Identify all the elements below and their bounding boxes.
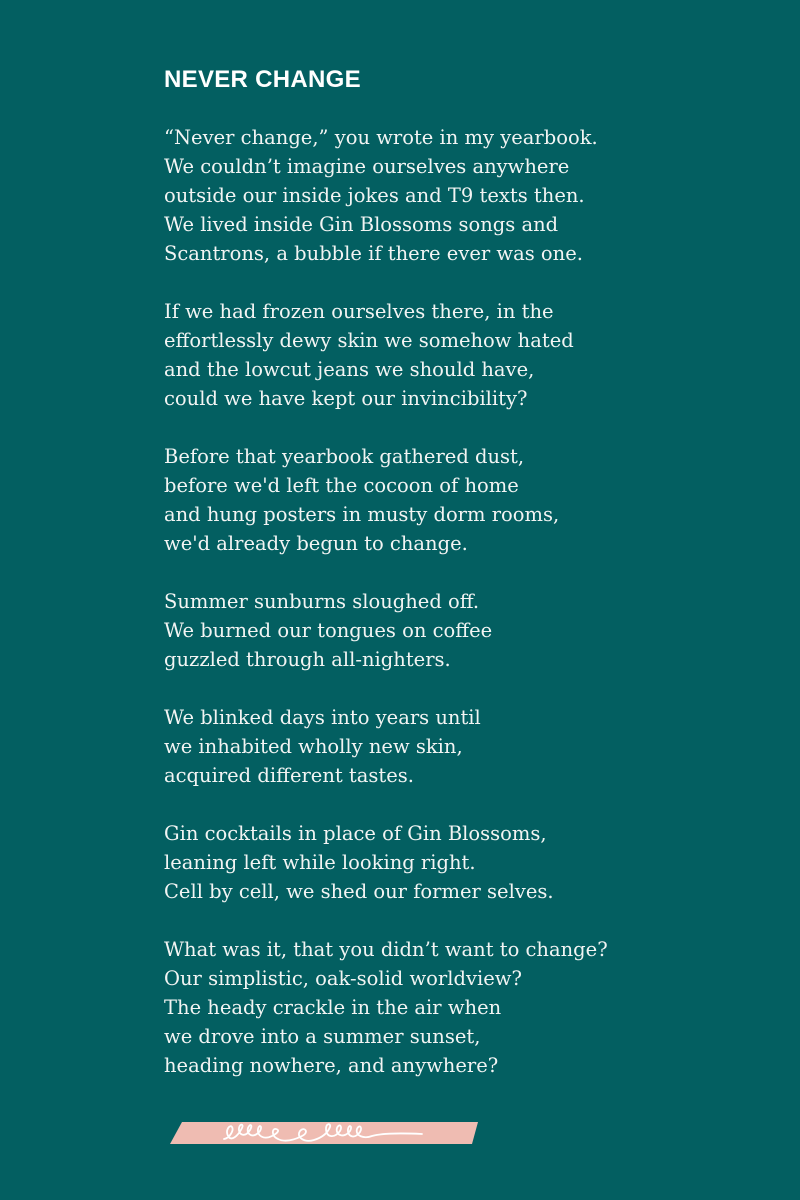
poem-title: NEVER CHANGE	[164, 66, 361, 93]
pink-tape	[170, 1122, 478, 1144]
poem-line: guzzled through all-nighters.	[164, 648, 451, 671]
poem-line: If we had frozen ourselves there, in the	[164, 300, 554, 323]
poem-line: and the lowcut jeans we should have,	[164, 358, 535, 381]
poem-line: Summer sunburns sloughed off.	[164, 590, 480, 613]
poem-line: “Never change,” you wrote in my yearbook.	[164, 126, 598, 149]
poem-line: acquired different tastes.	[164, 764, 414, 787]
poem-line: The heady crackle in the air when	[164, 996, 502, 1019]
poem-line: Cell by cell, we shed our former selves.	[164, 880, 554, 903]
stanza	[164, 123, 784, 268]
poem-line: we'd already begun to change.	[164, 532, 468, 555]
poem-line: before we'd left the cocoon of home	[164, 474, 519, 497]
poem-line: leaning left while looking right.	[164, 851, 476, 874]
poem-line: Before that yearbook gathered dust,	[164, 445, 525, 468]
poem-line: Gin cocktails in place of Gin Blossoms,	[164, 822, 547, 845]
poem-line: Scantrons, a bubble if there ever was one.	[164, 242, 583, 265]
poem-line: We couldn’t imagine ourselves anywhere	[164, 155, 570, 178]
poem-line: heading nowhere, and anywhere?	[164, 1054, 499, 1077]
poem-line: What was it, that you didn’t want to change?	[164, 938, 608, 961]
stanza	[164, 442, 784, 558]
poem-line: effortlessly dewy skin we somehow hated	[164, 329, 574, 352]
poem-line: We blinked days into years until	[164, 706, 481, 729]
stanza	[164, 935, 784, 1080]
poem-line: outside our inside jokes and T9 texts then.	[164, 184, 585, 207]
poem-line: could we have kept our invincibility?	[164, 387, 528, 410]
poem-line: We lived inside Gin Blossoms songs and	[164, 213, 559, 236]
pink-tape-squiggle-icon	[168, 1106, 480, 1158]
poem-line: and hung posters in musty dorm rooms,	[164, 503, 560, 526]
poem-line: we inhabited wholly new skin,	[164, 735, 463, 758]
poem-line: Our simplistic, oak-solid worldview?	[164, 967, 522, 990]
poem-line: We burned our tongues on coffee	[164, 619, 493, 642]
stanza	[164, 819, 784, 906]
stanza	[164, 587, 784, 674]
stanza	[164, 297, 784, 413]
poem-body	[164, 123, 784, 1109]
stanza	[164, 703, 784, 790]
poem-line: we drove into a summer sunset,	[164, 1025, 481, 1048]
